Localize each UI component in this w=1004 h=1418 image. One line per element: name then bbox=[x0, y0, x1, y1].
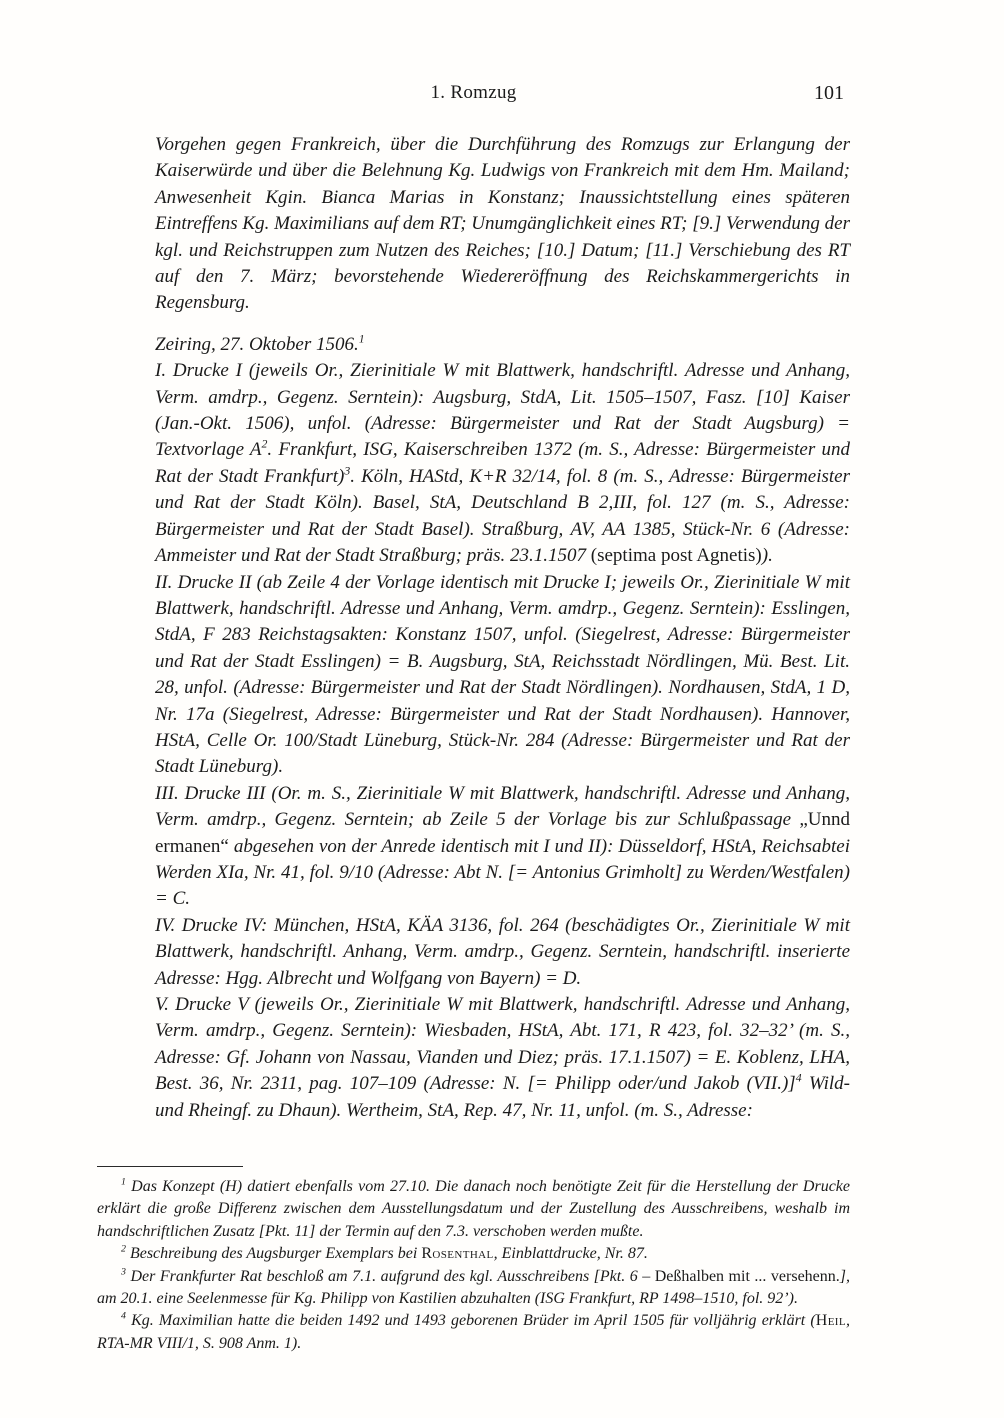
text-segment: 4 bbox=[795, 1071, 802, 1085]
document-body bbox=[155, 132, 850, 1124]
text-segment: „Unnd ermanen“ bbox=[155, 809, 850, 857]
text-segment: II. Drucke II (ab Zeile 4 der Vorlage identisch mit Drucke I; jeweils Or., Zierinitiale W mit Blattwerk, handschriftl. Adresse und Anhang, Verm. amdrp., Gegenz. Serntein): Esslingen, StdA, F 283 Reichstagsakten: Konstanz 1507, unfol. (Siegelrest, Adresse: Bürgermeister und Rat der Stadt Esslingen) = B. Augsburg, StA, Reichsstadt Nördlingen, Mü. Best. Lit. 28, unfol. (Adresse: Bürgermeister und Rat der Stadt Nördlingen). Nordhausen, StdA, 1 D, Nr. 17a (Siegelrest, Adresse: Bürgermeister und Rat der Stadt Nordhausen). Hannover, HStA, Celle Or. 100/Stadt Lüneburg, Stück-Nr. 284 (Adresse: Bürgermeister und Rat der Stadt Lüneburg). bbox=[155, 571, 850, 778]
text-segment: Rosenthal bbox=[421, 1245, 494, 1263]
paragraph-drucke-5 bbox=[155, 992, 850, 1124]
text-segment: , RTA-MR VIII/1, S. 908 Anm. 1). bbox=[97, 1312, 850, 1352]
text-segment: 2 bbox=[261, 438, 268, 452]
text-segment: Das Konzept (H) datiert ebenfalls vom 27.10. Die danach noch benötigte Zeit für die Herstellung der Drucke erklärt die große Differenz zwischen dem Ausstellungsdatum und der Zustellung des Ausschreibens, weshalb im handschriftlichen Zusatz [Pkt. 11] der Termin auf den 7.3. verschoben werden mußte. bbox=[97, 1178, 850, 1240]
text-segment: . Köln, HAStd, K+R 32/14, fol. 8 (m. S., Adresse: Bürgermeister und Rat der Stadt Köln). Basel, StA, Deutschland B 2,III, fol. 127 (m. S., Adresse: Bürgermeister und Rat der Stadt Basel). Straßburg, AV, AA 1385, Stück-Nr. 6 (Adresse: Ammeister und Rat der Stadt Straßburg; präs. 23.1.1507 bbox=[155, 465, 851, 567]
footnote-3 bbox=[97, 1266, 850, 1311]
footnote-1 bbox=[97, 1176, 850, 1243]
paragraph-drucke-2 bbox=[155, 570, 850, 781]
text-segment: Vorgehen gegen Frankreich, über die Durchführung des Romzugs zur Erlangung der Kaiserwürde und über die Belehnung Kg. Ludwigs von Frankreich mit dem Hm. Mailand; Anwesenheit Kgin. Bianca Marias in Konstanz; Inaussichtstellung eines späteren Eintreffens Kg. Maximilians auf dem RT; Unumgänglichkeit eines RT; [9.] Verwendung der kgl. und Reichstruppen zum Nutzen des Reiches; [10.] Datum; [11.] Verschiebung des RT auf den 7. März; bevorstehende Wiedereröffnung des Reichskammergerichts in Regensburg. bbox=[155, 134, 850, 314]
text-segment: (septima post Agnetis) bbox=[590, 545, 762, 567]
text-segment: , Einblattdrucke, Nr. 87. bbox=[493, 1245, 648, 1263]
footnotes-section bbox=[97, 1166, 850, 1355]
text-segment: I. Drucke I (jeweils Or., Zierinitiale W mit Blattwerk, handschriftl. Adresse und Anhang, Verm. amdrp., Gegenz. Serntein): Augsburg, StdA, Lit. 1505–1507, Fasz. [10] Kaiser (Jan.-Okt. 1506), unfol. (Adresse: Bürgermeister und Rat der Stadt Augsburg) = Textvorlage A bbox=[155, 360, 850, 461]
text-segment: V. Drucke V (jeweils Or., Zierinitiale W mit Blattwerk, handschriftl. Adresse und Anhang, Verm. amdrp., Gegenz. Serntein): Wiesbaden, HStA, Abt. 171, R 423, fol. 32–32’ (m. S., Adresse: Gf. Johann von Nassau, Vianden und Diez; präs. 17.1.1507) = E. Koblenz, LHA, Best. 36, Nr. 2311, pag. 107–109 (Adresse: N. [= Philipp oder/und Jakob (VII.)] bbox=[155, 994, 850, 1095]
text-segment: . Frankfurt, ISG, Kaiserschreiben 1372 (m. S., Adresse: Bürgermeister und Rat der Stadt Frankfurt) bbox=[155, 439, 850, 487]
summary-paragraph bbox=[155, 132, 850, 317]
paragraph-drucke-1 bbox=[155, 358, 850, 569]
page-header bbox=[97, 82, 850, 108]
text-segment: 3 bbox=[121, 1266, 126, 1278]
text-segment: 4 bbox=[121, 1311, 126, 1323]
text-segment: Kg. Maximilian hatte die beiden 1492 und 1493 geborenen Brüder im April 1505 für volljährig erklärt ( bbox=[125, 1312, 816, 1330]
text-segment: Zeiring, 27. Oktober 1506. bbox=[155, 333, 359, 355]
text-segment: 2 bbox=[121, 1243, 126, 1255]
text-segment: 1 bbox=[358, 332, 365, 346]
paragraph-drucke-4 bbox=[155, 913, 850, 992]
footnote-4 bbox=[97, 1310, 850, 1355]
text-segment: 3 bbox=[344, 464, 351, 478]
text-segment: Wild- und Rheingf. zu Dhaun). Wertheim, StA, Rep. 47, Nr. 11, unfol. (m. S., Adresse: bbox=[155, 1073, 850, 1121]
page-number: 101 bbox=[814, 82, 844, 104]
text-segment: Heil bbox=[815, 1312, 846, 1330]
text-segment: III. Drucke III (Or. m. S., Zierinitiale W mit Blattwerk, handschriftl. Adresse und Anhang, Verm. amdrp., Gegenz. Serntein; ab Zeile 5 der Vorlage bis zur Schlußpassage bbox=[155, 782, 850, 831]
text-segment: ). bbox=[761, 545, 773, 567]
footnote-divider bbox=[97, 1166, 243, 1167]
text-segment: 1 bbox=[121, 1176, 126, 1188]
footnote-2 bbox=[97, 1243, 850, 1265]
text-segment: IV. Drucke IV: München, HStA, KÄA 3136, fol. 264 (beschädigtes Or., Zierinitiale W mit Blattwerk, handschriftl. Anhang, Verm. amdrp., Gegenz. Serntein, handschriftl. inserierte Adresse: Hgg. Albrecht und Wolfgang von Bayern) = D. bbox=[155, 914, 850, 989]
text-segment: Der Frankfurter Rat beschloß am 7.1. aufgrund des kgl. Ausschreibens [Pkt. 6 – bbox=[125, 1267, 655, 1285]
paragraph-drucke-3 bbox=[155, 781, 850, 913]
text-segment: Beschreibung des Augsburger Exemplars bei bbox=[125, 1245, 422, 1263]
text-segment: ], am 20.1. eine Seelenmesse für Kg. Philipp von Kastilien abzuhalten (ISG Frankfurt, RP 1498–1510, fol. 92’). bbox=[97, 1267, 851, 1308]
running-head: 1. Romzug bbox=[430, 82, 517, 103]
text-segment: Deßhalben mit ... versehenn. bbox=[654, 1267, 840, 1285]
text-segment: abgesehen von der Anrede identisch mit I und II): Düsseldorf, HStA, Reichsabtei Werden XIa, Nr. 41, fol. 9/10 (Adresse: Abt N. [= Antonius Grimholt] zu Werden/Westfalen) = C. bbox=[155, 835, 850, 910]
dateline bbox=[155, 332, 850, 358]
